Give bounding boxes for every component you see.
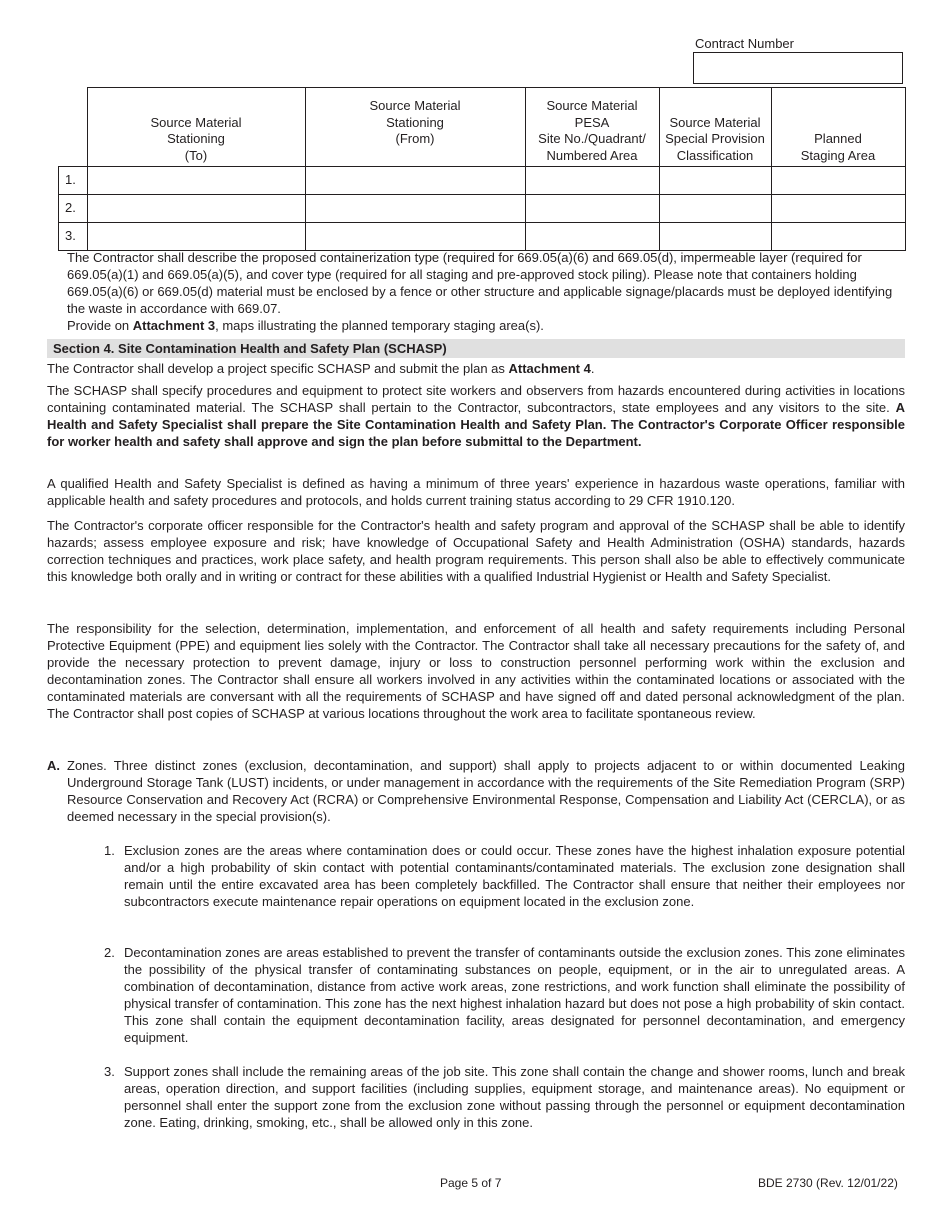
zone-item-marker: 2. [104,945,115,960]
cell-staging-area[interactable] [771,167,905,195]
cell-classification[interactable] [659,167,771,195]
zones-marker: A. [47,758,60,773]
zone-item-decontamination: Decontamination zones are areas established to prevent the transfer of contaminants outside the exclusion zones. This zone eliminates the possibility of the physical transfer of contaminating substances on people, equipment, or in the air to unregulated areas. A combination of decontamination, distance from active work areas, zone restrictions, and work function shall eliminate the possibility of physical transfer of contamination. This zone has the next highest inhalation hazard but does not pose a high probability of skin contact. This zone shall contain the equipment decontamination facility, areas designated for personnel decontamination, and emergency equipment. [124,945,905,1045]
zone-item-exclusion: Exclusion zones are the areas where contamination does or could occur. These zones have the highest inhalation exposure potential and/or a high probability of skin contact with potential contaminants/contaminated materials. The exclusion zone designation shall remain until the entire excavated area has been completely backfilled. The Contractor shall ensure that neither their employees nor subcontractors execute maintenance repair operations on equipment located in the exclusion zone. [124,843,905,909]
header-line: Stationing [167,131,225,146]
cell-stationing-to[interactable] [87,195,305,223]
text: Zones. Three distinct zones (exclusion, decontamination, and support) shall apply to projects adjacent to or within documented Leaking Underground Storage Tank (LUST) incidents, or under management in accordance with the requirements of the Site Remediation Program (SRP) Resource Conservation and Recovery Act (RCRA) or Comprehensive Environmental Response, Compensation and Liability Act (CERCLA), or as deemed necessary in the special provision(s). [67,758,905,824]
text: The SCHASP shall specify procedures and equipment to protect site workers and observers from hazards encountered during activities in locations containing contaminated material. The SCHASP shall pertain to the Contractor, subcontractors, state employees and any visitors to the site. [47,383,905,415]
zones-paragraph [67,757,905,825]
corporate-officer-paragraph: The Contractor's corporate officer responsible for the Contractor's health and safety program and approval of the SCHASP shall be able to identify hazards; assess employee exposure and risk; have knowledge of Occupational Safety and Health Administration (OSHA) standards, hazards correction techniques and practices, work place safety, and health program requirements. This person shall also be able to effectively communicate this knowledge both orally and in writing or contract for these abilities with a qualified Industrial Hygienist or Health and Safety Specialist. [47,518,905,584]
cell-stationing-from[interactable] [305,195,525,223]
header-line: PESA [574,114,610,130]
header-pesa [525,88,659,167]
table-row [59,195,906,223]
page-number: Page 5 of 7 [440,1176,502,1190]
zone-item-marker: 1. [104,843,115,858]
header-stationing-to [87,88,305,167]
cell-stationing-to[interactable] [87,167,305,195]
header-line: Planned [814,131,862,146]
text: The Contractor shall develop a project specific SCHASP and submit the plan as [47,361,509,376]
header-classification [659,88,771,167]
cell-staging-area[interactable] [771,195,905,223]
header-line: Special Provision [665,131,765,146]
header-line: (From) [395,131,435,146]
attachment-4-ref: Attachment 4 [508,361,591,376]
form-number: BDE 2730 (Rev. 12/01/22) [758,1176,898,1190]
row-number-header [59,88,88,167]
zone-item-support: Support zones shall include the remaining areas of the job site. This zone shall contain the change and shower rooms, lunch and break areas, operation direction, and support facilities (including supplies, equipment storage, and maintenance areas). No equipment or personnel shall enter the support zone from the exclusion zone without passing through the personnel or equipment decontamination zone. Eating, drinking, smoking, etc., shall be allowed only in this zone. [124,1064,905,1130]
schasp-procedures-paragraph [47,382,905,450]
cell-staging-area[interactable] [771,223,905,251]
header-line: Source Material [150,114,242,130]
header-line: Staging Area [800,147,876,163]
cell-pesa[interactable] [525,167,659,195]
header-line: Numbered Area [546,147,638,163]
qualified-specialist-paragraph: A qualified Health and Safety Specialist is defined as having a minimum of three years' experience in hazardous waste operations, familiar with applicable health and safety procedures and protocols, and holds current training status according to 29 CFR 1910.120. [47,476,905,508]
cell-stationing-from[interactable] [305,167,525,195]
text: Provide on [67,318,133,333]
section-4-heading: Section 4. Site Contamination Health and Safety Plan (SCHASP) [47,339,905,358]
text: . [590,361,595,376]
cell-stationing-to[interactable] [87,223,305,251]
header-line: Stationing [386,114,444,130]
header-line: (To) [184,147,208,163]
attachment-3-ref: Attachment 3 [132,318,216,333]
table-row [59,223,906,251]
header-line: Source Material [369,98,461,113]
row-number: 1. [59,167,88,195]
cell-classification[interactable] [659,223,771,251]
schasp-submit-paragraph [47,360,905,377]
table-row [59,167,906,195]
row-number: 2. [59,195,88,223]
responsibility-paragraph: The responsibility for the selection, determination, implementation, and enforcement of all health and safety requirements including Personal Protective Equipment (PPE) and equipment lies solely with the Contractor. The Contractor shall take all necessary precautions for the safety of, and provide the necessary protection to prevent damage, injury or loss to construction personnel performing work within the exclusion and decontamination zones. The Contractor shall ensure all workers involved in any activities within the contaminated locations or associated with the contaminated materials are conversant with all the requirements of SCHASP and have signed off and dated personal acknowledgment of the plan. The Contractor shall post copies of SCHASP at various locations throughout the work area to facilitate spontaneous review. [47,621,905,721]
header-staging-area [771,88,905,167]
header-stationing-from [305,88,525,167]
header-line: Source Material [669,114,761,130]
attachment-3-paragraph [67,317,925,334]
containerization-paragraph: The Contractor shall describe the proposed containerization type (required for 669.05(a)(6) and 669.05(d), impermeable layer (required for 669.05(a)(1) and 669.05(a)(5), and cover type (required for all staging and pre-approved stock piling). Please note that containers holding 669.05(a)(6) or 669.05(d) material must be enclosed by a fence or other structure and applicable signage/placards must be deployed identifying the waste in accordance with 669.07. [67,250,893,316]
zone-item-marker: 3. [104,1064,115,1079]
header-line: Source Material [546,98,638,113]
cell-classification[interactable] [659,195,771,223]
specialist-requirement: A Health and Safety Specialist shall prepare the Site Contamination Health and Safety Plan. The Contractor's Corporate Officer responsible for worker health and safety shall approve and sign the plan before submittal to the Department. [47,400,905,449]
contract-number-field[interactable] [693,52,903,84]
row-number: 3. [59,223,88,251]
cell-pesa[interactable] [525,195,659,223]
table-header-row [59,88,906,167]
cell-pesa[interactable] [525,223,659,251]
header-line: Classification [676,147,754,163]
source-material-table [58,87,906,251]
cell-stationing-from[interactable] [305,223,525,251]
text: , maps illustrating the planned temporary staging area(s). [215,318,544,333]
contract-number-label: Contract Number [695,36,794,51]
header-line: Site No./Quadrant/ [538,131,646,146]
